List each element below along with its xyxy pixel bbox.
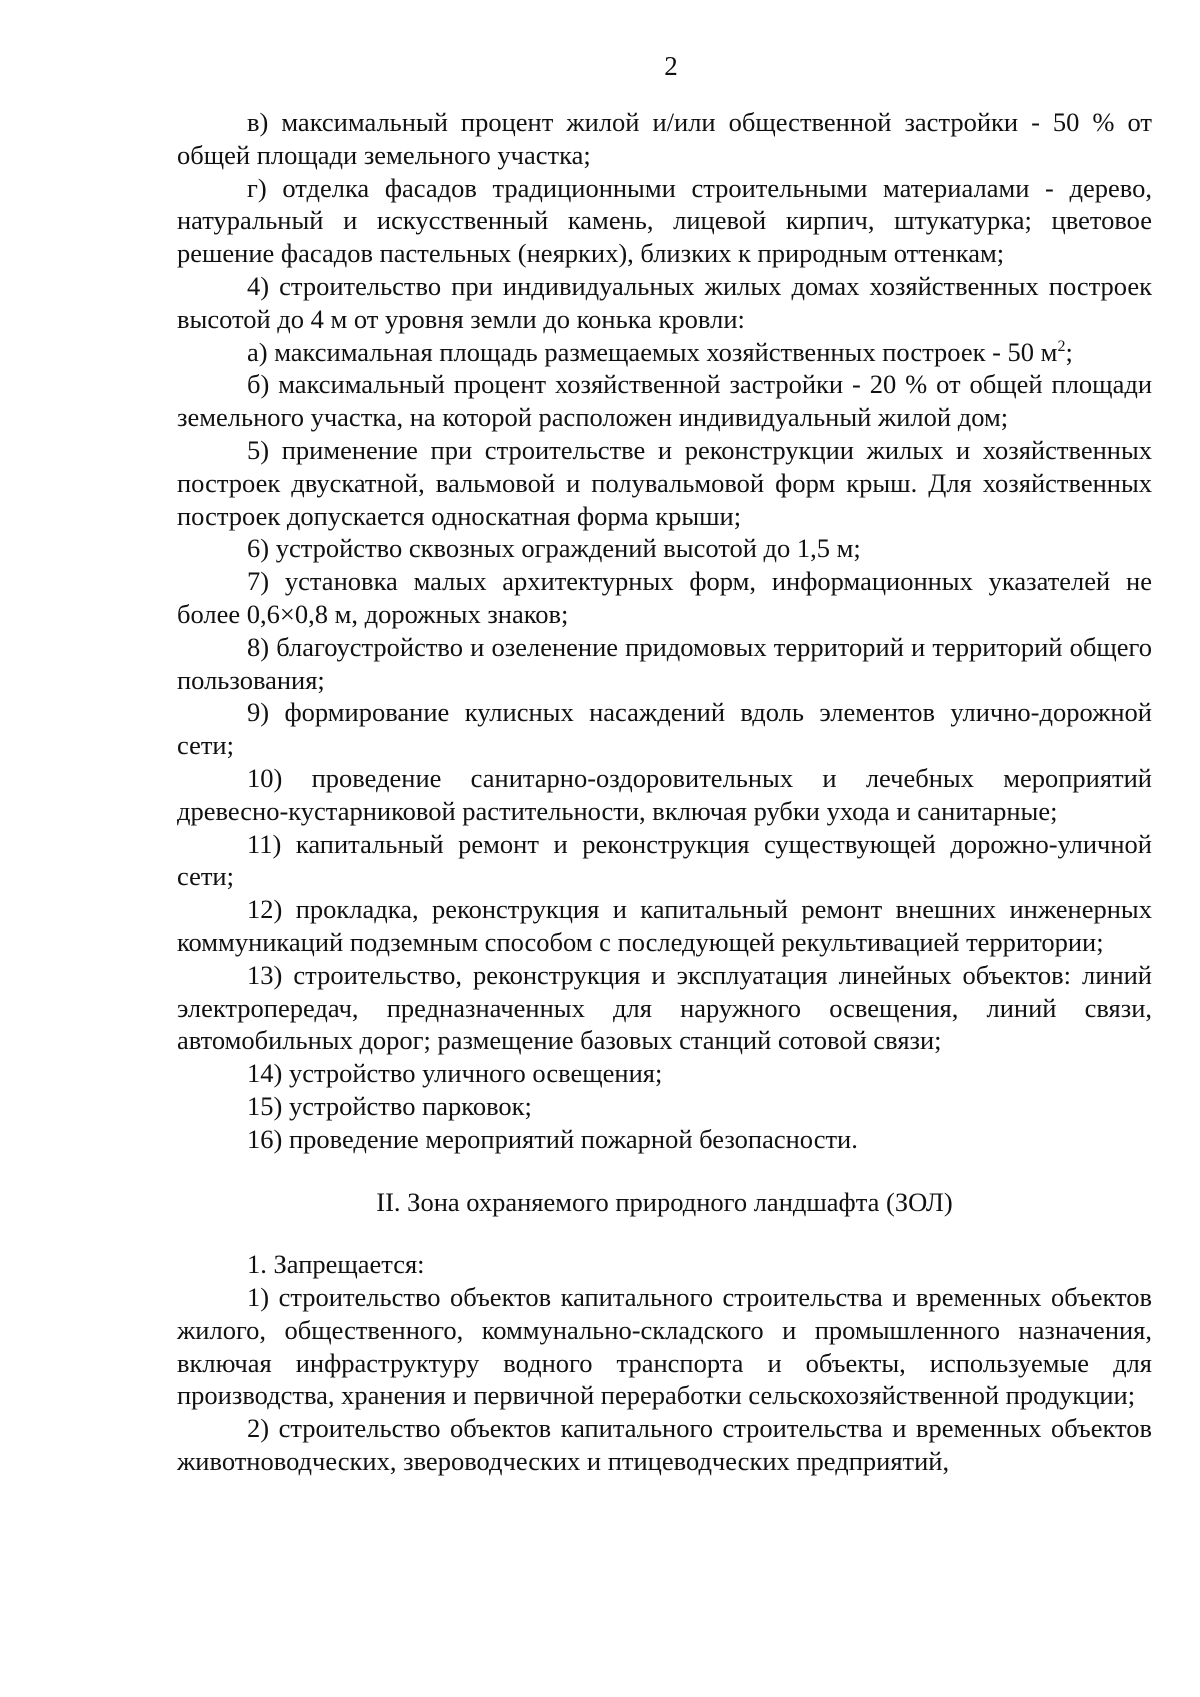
paragraph: 12) прокладка, реконструкция и капитальный ремонт внешних инженерных коммуникаций подземным способом с последующей рекультивацией территории; [177, 894, 1152, 957]
paragraph: 16) проведение мероприятий пожарной безопасности. [247, 1123, 858, 1154]
paragraph: г) отделка фасадов традиционными строительными материалами - дерево, натуральный и искусственный камень, лицевой кирпич, штукатурка; цветовое решение фасадов пастельных (неярких), близких к природным оттенкам; [177, 172, 1152, 269]
paragraph: 13) строительство, реконструкция и эксплуатация линейных объектов: линий электропередач, предназначенных для наружного освещения, линий связи, автомобильных дорог; размещение базовых станций сотовой связи; [177, 959, 1152, 1056]
area-item-text: а) максимальная площадь размещаемых хозяйственных построек - 50 м [247, 336, 1058, 367]
paragraph: 7) установка малых архитектурных форм, информационных указателей не более 0,6×0,8 м, дорожных знаков; [177, 566, 1152, 629]
paragraph: 1) строительство объектов капитального строительства и временных объектов жилого, общественного, коммунально-складского и промышленного назначения, включая инфраструктуру водного транспорта и объекты, используемые для производства, хранения и первичной переработки сельскохозяйственной продукции; [177, 1282, 1152, 1411]
paragraph: б) максимальный процент хозяйственной застройки - 20 % от общей площади земельного участка, на которой расположен индивидуальный жилой дом; [177, 369, 1152, 433]
paragraph: 15) устройство парковок; [247, 1090, 532, 1121]
paragraph: 8) благоустройство и озеленение придомовых территорий и территорий общего пользования; [177, 631, 1152, 695]
page-number: 2 [664, 51, 678, 81]
paragraph: в) максимальный процент жилой и/или общественной застройки - 50 % от общей площади земельного участка; [177, 107, 1152, 170]
paragraph-area-item [177, 336, 1152, 369]
paragraph: 9) формирование кулисных насаждений вдоль элементов улично-дорожной сети; [177, 697, 1152, 761]
paragraph: 2) строительство объектов капитального строительства и временных объектов животноводческих, звероводческих и птицеводческих предприятий, [177, 1413, 1152, 1477]
document-body [177, 106, 1152, 1478]
section-heading: II. Зона охраняемого природного ландшафта (ЗОЛ) [376, 1186, 953, 1217]
paragraph: 5) применение при строительстве и реконструкции жилых и хозяйственных построек двускатной, вальмовой и полувальмовой форм крыш. Для хозяйственных построек допускается односкатная форма крыши; [177, 434, 1152, 531]
paragraph: 6) устройство сквозных ограждений высотой до 1,5 м; [247, 533, 861, 564]
paragraph: 4) строительство при индивидуальных жилых домах хозяйственных построек высотой до 4 м от уровня земли до конька кровли: [177, 270, 1152, 334]
paragraph: 10) проведение санитарно-оздоровительных и лечебных мероприятий древесно-кустарниковой растительности, включая рубки ухода и санитарные; [177, 762, 1152, 826]
paragraph: 1. Запрещается: [247, 1249, 425, 1280]
paragraph: 14) устройство уличного освещения; [247, 1058, 663, 1089]
paragraph: 11) капитальный ремонт и реконструкция существующей дорожно-уличной сети; [177, 828, 1152, 892]
area-item-end: ; [1065, 336, 1073, 367]
area-item-superscript: 2 [1057, 337, 1066, 355]
